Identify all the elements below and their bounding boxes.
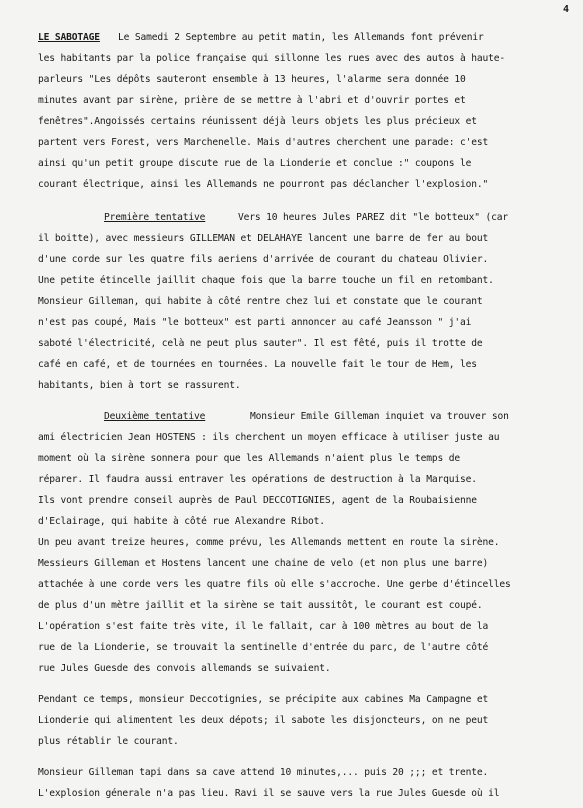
text-line: il boitte), avec messieurs GILLEMAN et DELAHAYE lancent une barre de fer au bout (38, 233, 489, 244)
text-line: saboté l'électricité, celà ne peut plus sauter". Il est fêté, puis il trotte de (38, 338, 483, 349)
subsection-heading: Deuxième tentative (104, 411, 206, 422)
text-line: partent vers Forest, vers Marchenelle. Mais d'autres cherchent une parade: c'est (38, 137, 489, 148)
text-line: de plus d'un mètre jaillit et la sirène se tait aussitôt, le courant est coupé. (38, 600, 483, 611)
text-line: Un peu avant treize heures, comme prévu, les Allemands mettent en route la sirène. (38, 537, 500, 548)
text-line: fenêtres".Angoissés certains réunissent déjà leurs objets les plus précieux et (38, 116, 477, 127)
text-line: d'Eclairage, qui habite à côté rue Alexandre Ribot. (38, 516, 325, 527)
text-line: habitants, bien à tort se rassurent. (38, 380, 241, 391)
text-line: minutes avant par sirène, prière de se mettre à l'abri et d'ouvrir portes et (38, 95, 466, 106)
subsection-heading: Première tentative (104, 212, 206, 223)
text-line: courant électrique, ainsi les Allemands ne pourront pas déclancher l'explosion." (38, 179, 489, 190)
text-line: les habitants par la police française qui sillonne les rues avec des autos à haute- (38, 53, 505, 64)
text-line: Le Samedi 2 Septembre au petit matin, les Allemands font prévenir (118, 32, 484, 43)
text-line: Monsieur Gilleman tapi dans sa cave attend 10 minutes,... puis 20 ;;; et trente. (38, 767, 489, 778)
text-line: L'explosion génerale n'a pas lieu. Ravi il se sauve vers la rue Jules Guesde où il (38, 788, 500, 799)
text-line: rue de la Lionderie, se trouvait la sentinelle d'entrée du parc, de l'autre côté (38, 642, 489, 653)
text-line: Pendant ce temps, monsieur Deccotignies, se précipite aux cabines Ma Campagne et (38, 694, 489, 705)
text-line: parleurs "Les dépôts sauteront ensemble à 13 heures, l'alarme sera donnée 10 (38, 74, 466, 85)
text-line: attachée à une corde vers les quatre fils où elle s'accroche. Une gerbe d'étincelles (38, 579, 511, 590)
text-line: Monsieur Gilleman, qui habite à côté rentre chez lui et constate que le courant (38, 296, 483, 307)
text-line: Messieurs Gilleman et Hostens lancent une chaine de velo (et non plus une barre) (38, 558, 489, 569)
text-line: Ils vont prendre conseil auprès de Paul DECCOTIGNIES, agent de la Roubaisienne (38, 495, 477, 506)
page-number: 4 (562, 4, 569, 15)
text-line: moment où la sirène sonnera pour que les Allemands n'aient plus le temps de (38, 453, 460, 464)
text-line: réparer. Il faudra aussi entraver les opérations de destruction à la Marquise. (38, 474, 477, 485)
section-title: LE SABOTAGE (38, 32, 100, 43)
text-line: ami électricien Jean HOSTENS : ils cherchent un moyen efficace à utiliser juste au (38, 432, 500, 443)
text-line: plus rétablir le courant. (38, 736, 179, 747)
text-line: n'est pas coupé, Mais "le botteux" est parti annoncer au café Jeansson " j'ai (38, 317, 472, 328)
text-line: Lionderie qui alimentent les deux dépots; il sabote les disjoncteurs, on ne peut (38, 715, 489, 726)
text-line: Monsieur Emile Gilleman inquiet va trouver son (250, 411, 509, 422)
text-line: café en café, et de tournées en tournées. La nouvelle fait le tour de Hem, les (38, 359, 477, 370)
text-line: rue Jules Guesde des convois allemands se suivaient. (38, 663, 331, 674)
text-line: d'une corde sur les quatre fils aeriens d'arrivée de courant du chateau Olivier. (38, 254, 489, 265)
text-line: L'opération s'est faite très vite, il le fallait, car à 100 mètres au bout de la (38, 621, 489, 632)
text-line: Vers 10 heures Jules PAREZ dit "le botteux" (car (238, 212, 509, 223)
text-line: ainsi qu'un petit groupe discute rue de la Lionderie et conclue :" coupons le (38, 158, 472, 169)
text-line: Une petite étincelle jaillit chaque fois que la barre touche un fil en retombant. (38, 275, 494, 286)
